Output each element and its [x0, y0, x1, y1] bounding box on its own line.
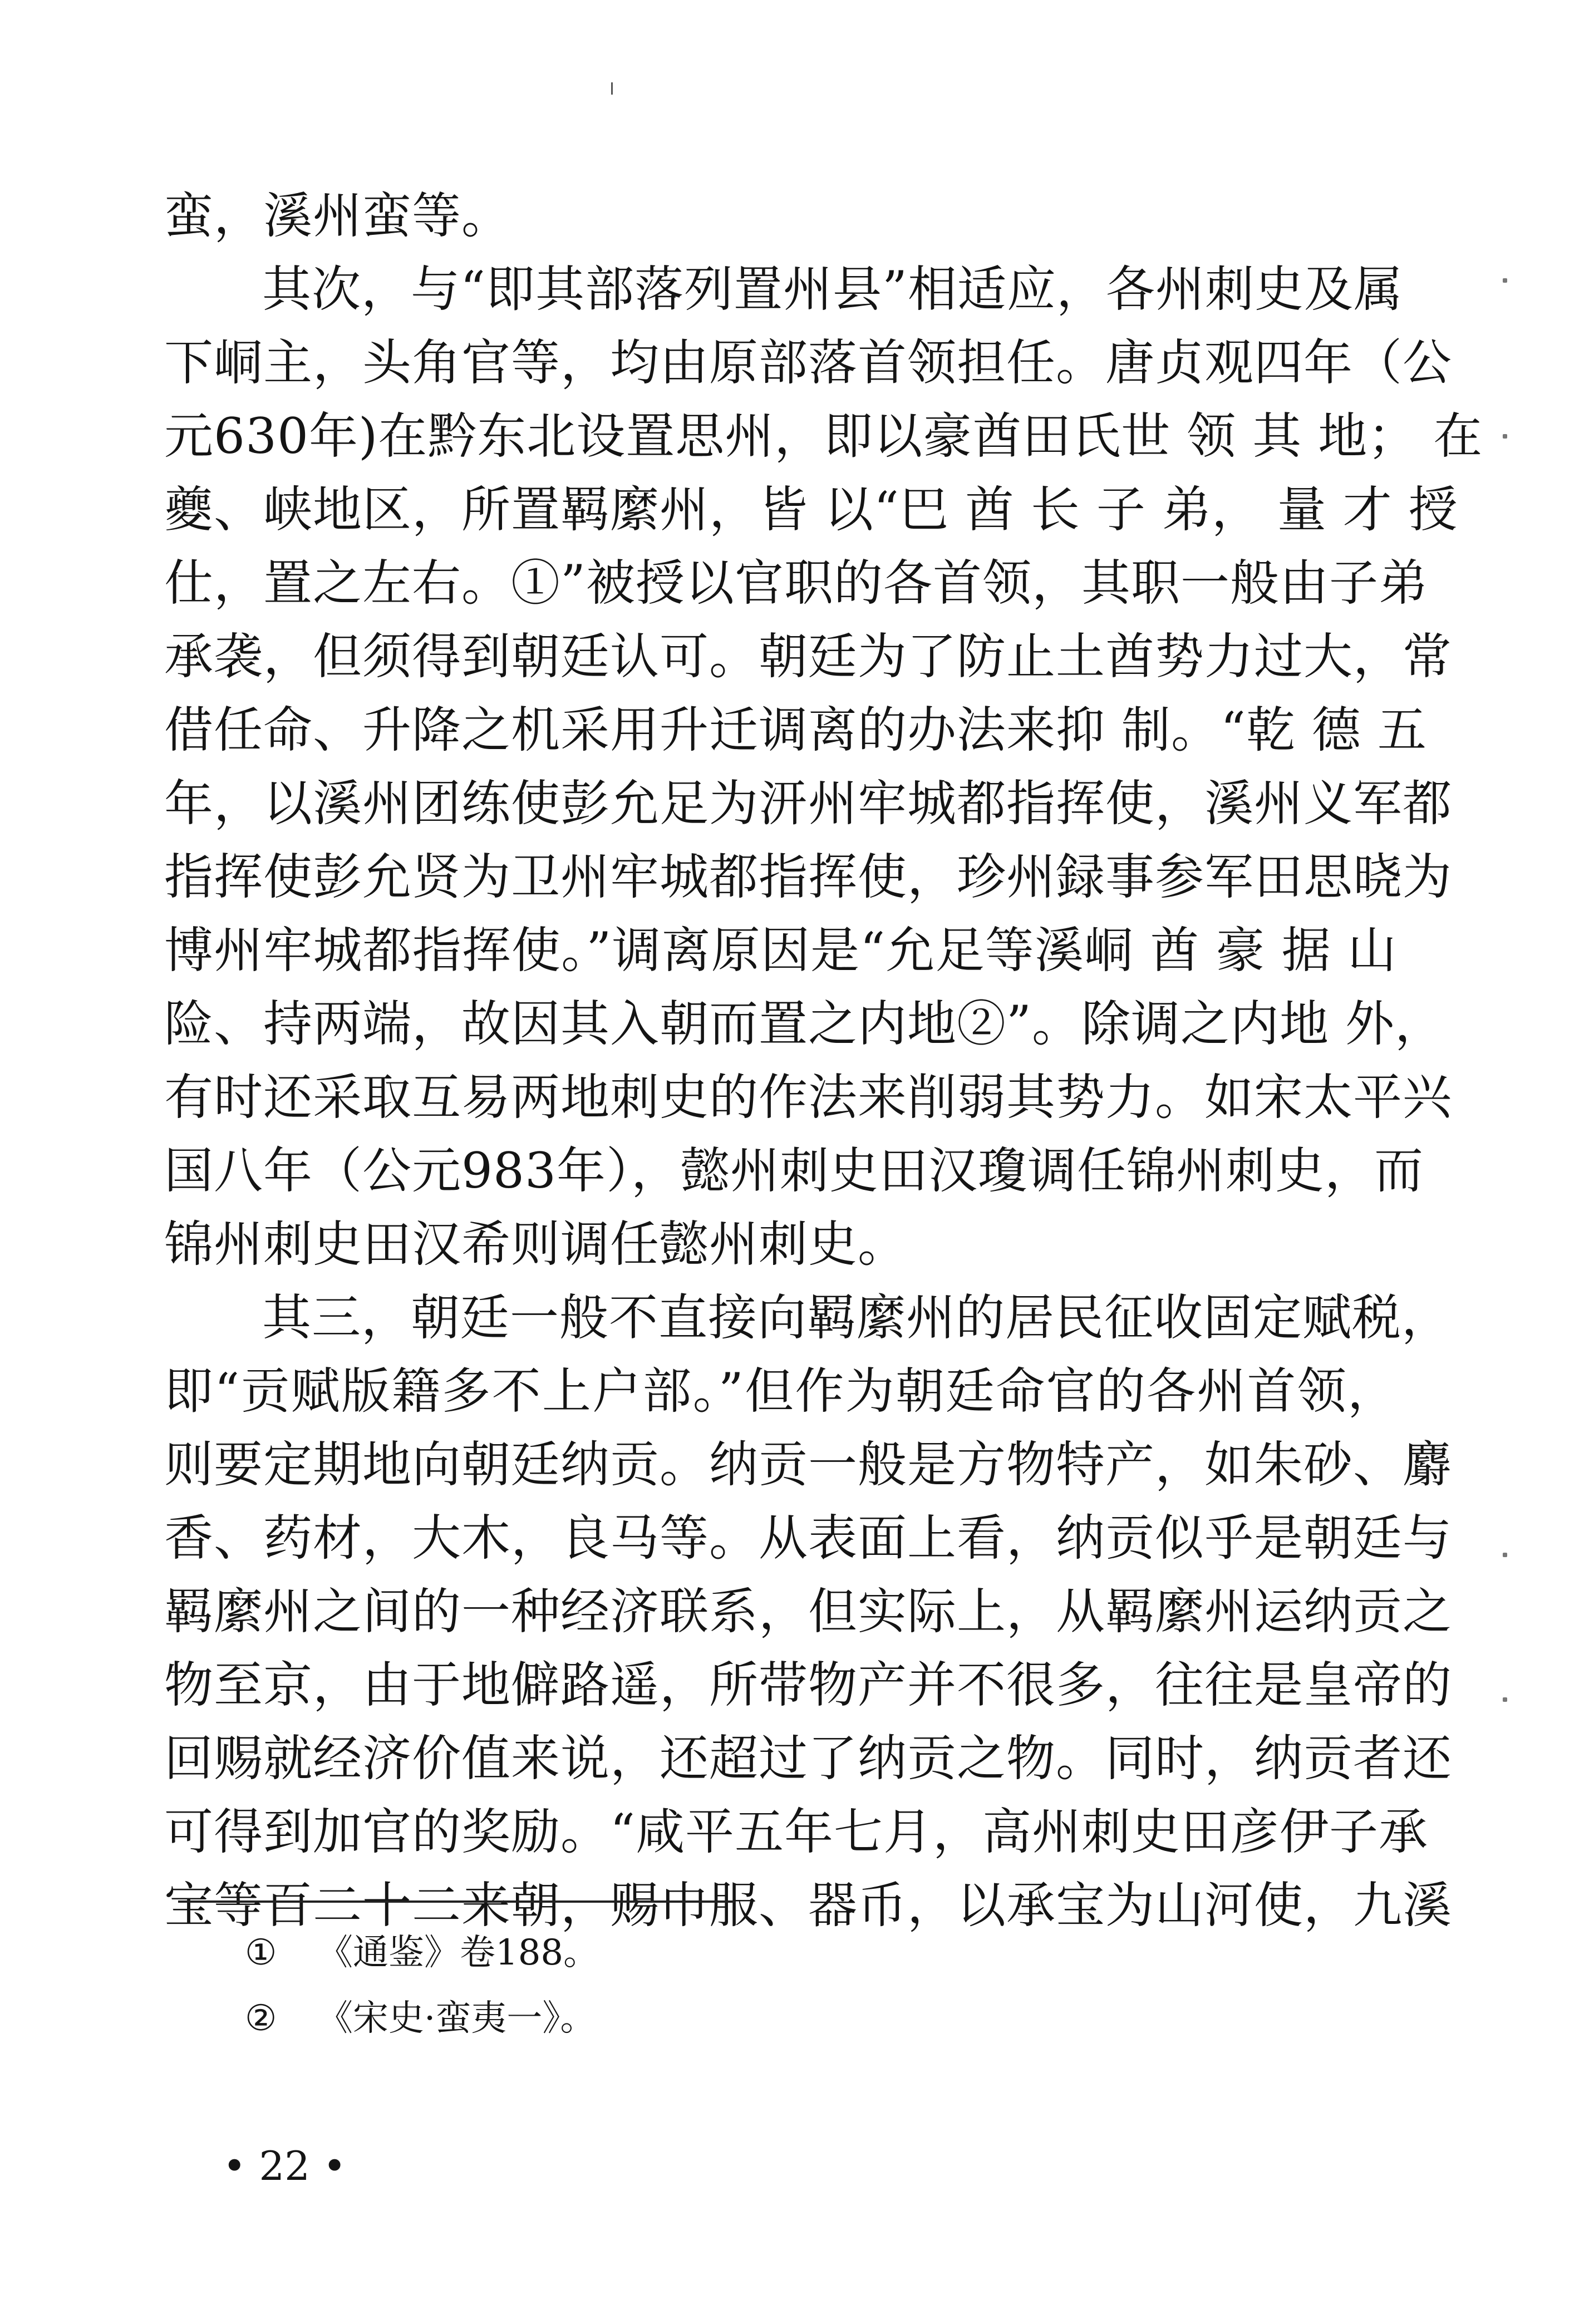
- scan-speck: [1503, 1553, 1507, 1557]
- text-line: 回赐就经济价值来说，还超过了纳贡之物。同时，纳贡者还: [164, 1730, 1453, 1787]
- text-line: 蛮，溪州蛮等。: [164, 187, 511, 244]
- footnote-text: 《通鉴》卷188。: [317, 1932, 599, 1973]
- scan-speck: [1503, 278, 1507, 283]
- scan-speck: [1503, 434, 1507, 439]
- text-line: 羁縻州之间的一种经济联系，但实际上，从羁縻州运纳贡之: [164, 1583, 1453, 1640]
- footnote-marker: ①: [245, 1932, 277, 1973]
- text-line: 元630年)在黔东北设置思州，即以豪酋田氏世 领 其 地； 在: [164, 407, 1483, 465]
- text-line: 年，以溪州团练使彭允足为汧州牢城都指挥使，溪州义军都: [164, 775, 1453, 832]
- text-line: 国八年（公元983年），懿州刺史田汉瓊调任锦州刺史，而: [164, 1142, 1424, 1199]
- footnotes: [245, 1920, 1135, 2051]
- footnote-marker: ②: [245, 1998, 277, 2039]
- text-line: 夔、峡地区，所置羁縻州，皆 以“巴 酋 长 子 弟， 量 才 授: [164, 481, 1458, 538]
- footnote: [245, 1920, 1135, 1986]
- text-line: 物至京，由于地僻路遥，所带物产并不很多，往往是皇帝的: [164, 1656, 1453, 1714]
- text-line: 可得到加官的奖励。“咸平五年七月，高州刺史田彦伊子承: [164, 1803, 1428, 1860]
- footnote-divider: [178, 1900, 735, 1903]
- footnote-text: 《宋史·蛮夷一》。: [317, 1998, 596, 2039]
- text-line: 借任命、升降之机采用升迁调离的办法来抑 制。“乾 德 五: [164, 701, 1427, 759]
- text-line: 其三，朝廷一般不直接向羁縻州的居民征收固定赋税，: [262, 1289, 1452, 1346]
- scan-mark: [611, 82, 613, 95]
- footnote: [245, 1986, 1135, 2051]
- text-line: 香、药材，大木，良马等。从表面上看，纳贡似乎是朝廷与: [164, 1509, 1453, 1567]
- text-line: 有时还采取互易两地刺史的作法来削弱其势力。如宋太平兴: [164, 1069, 1453, 1126]
- text-line: 宝等百二十二来朝，赐巾服、器币，以承宝为山河使，九溪: [164, 1877, 1453, 1934]
- text-line: 指挥使彭允贤为卫州牢城都指挥使，珍州録事参军田思晓为: [164, 848, 1453, 905]
- body-text: [164, 179, 1483, 1942]
- text-line: 则要定期地向朝廷纳贡。纳贡一般是方物特产，如朱砂、麝: [164, 1436, 1453, 1493]
- text-line: 险、持两端，故因其入朝而置之内地②”。除调之内地 外，: [164, 995, 1444, 1052]
- page-number: • 22 •: [223, 2143, 347, 2189]
- text-line: 下峒主，头角官等，均由原部落首领担任。唐贞观四年（公: [164, 334, 1453, 391]
- text-line: 锦州刺史田汉希则调任懿州刺史。: [164, 1215, 908, 1273]
- text-line: 承袭，但须得到朝廷认可。朝廷为了防止土酋势力过大，常: [164, 628, 1453, 685]
- text-line: 即“贡赋版籍多不上户部。”但作为朝廷命官的各州首领，: [164, 1362, 1397, 1420]
- text-line: 博州牢城都指挥使。”调离原因是“允足等溪峒 酋 豪 据 山: [164, 922, 1397, 979]
- text-line: 仕，置之左右。①”被授以官职的各首领，其职一般由子弟: [164, 554, 1428, 612]
- scan-speck: [1503, 1697, 1507, 1702]
- text-line: 其次，与“即其部落列置州县”相适应，各州刺史及属: [262, 260, 1403, 318]
